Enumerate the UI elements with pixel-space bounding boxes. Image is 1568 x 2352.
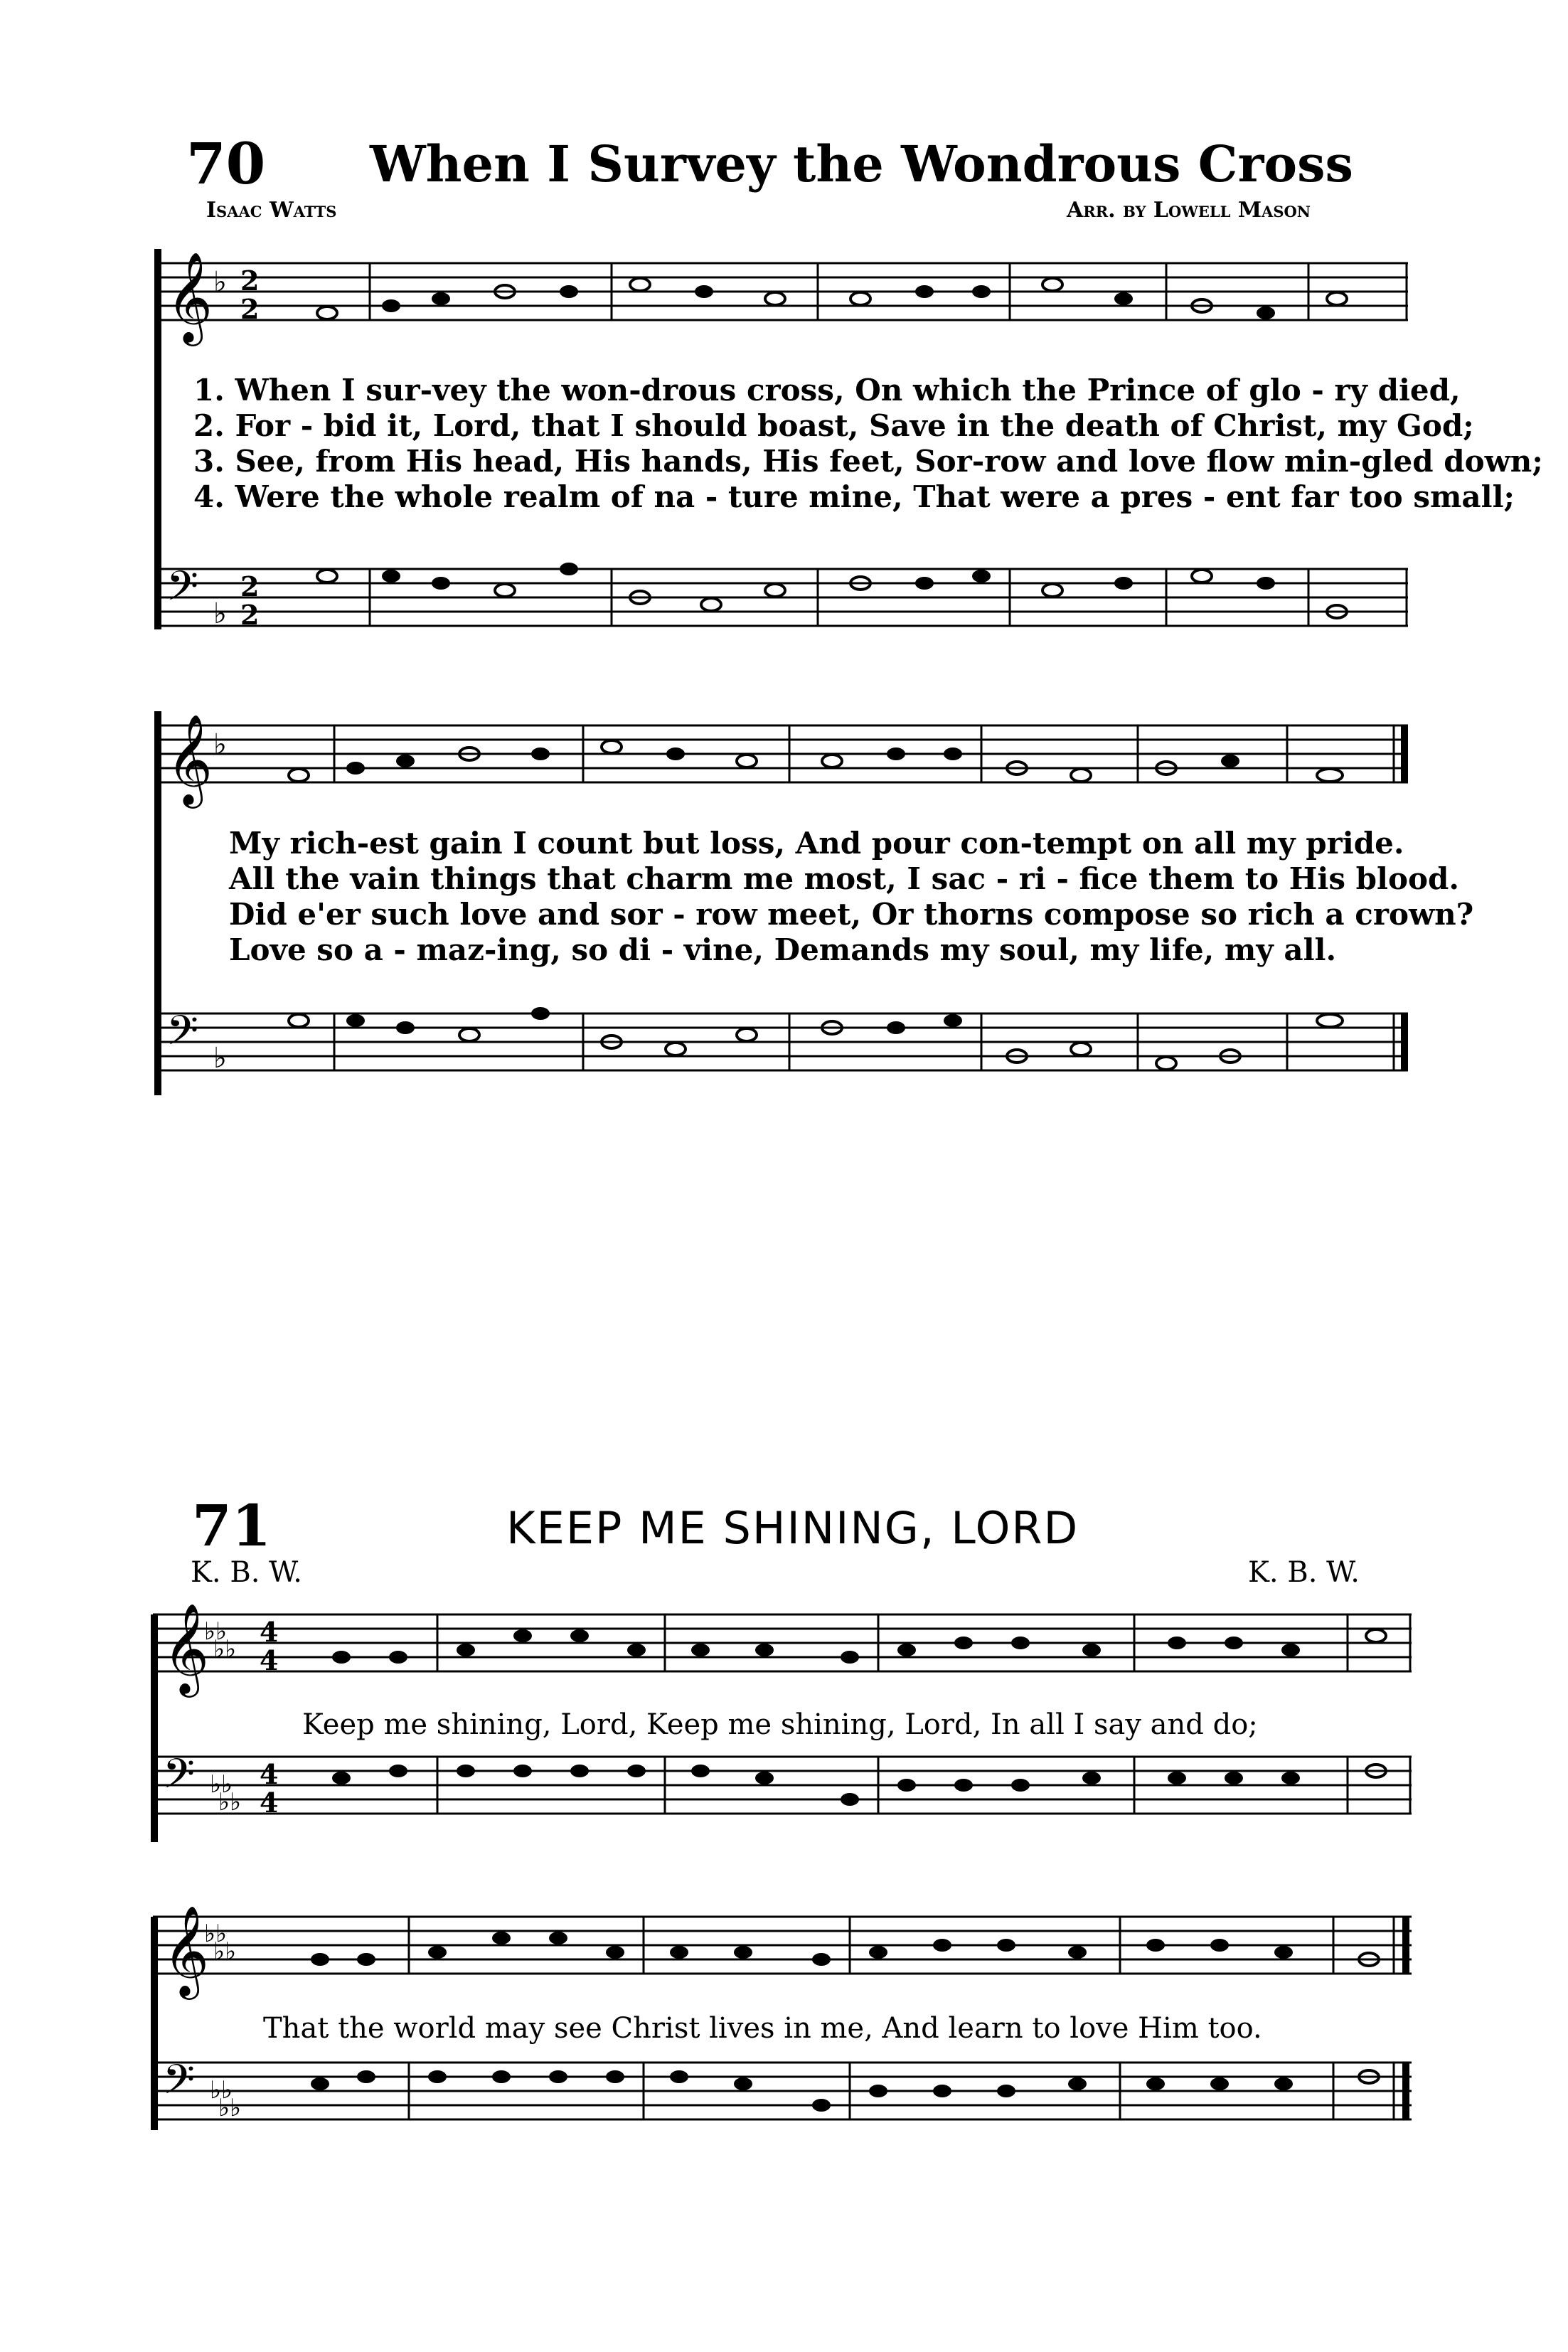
treble-staff-71-system-1 [153,1586,1412,1707]
svg-text:4: 4 [260,1758,279,1790]
svg-text:2: 2 [240,570,260,602]
bass-staff-71-system-2 [153,2034,1412,2155]
svg-text:♭♭: ♭♭ [213,1937,237,1966]
verse-1-line-2: My rich-est gain I count but loss, And pour con-tempt on all my pride. [229,826,1404,861]
verse-3-line-1: 3. See, from His head, His hands, His feet, Sor-row and love flow min-gled down; [193,444,1543,479]
verse-2-line-2: All the vain things that charm me most, I sac - ri - fice them to His blood. [229,861,1459,896]
svg-text:♭♭: ♭♭ [218,2094,242,2122]
verse-1-line-1: 1. When I sur-vey the won-drous cross, On which the Prince of glo - ry died, [193,373,1461,408]
svg-text:♭: ♭ [213,597,227,630]
svg-text:♭: ♭ [213,1042,227,1075]
treble-staff-system-1 [156,235,1408,363]
hymn-71-lyric-line-2: That the world may see Christ lives in me, And learn to love Him too. [263,2012,1262,2045]
composer-credit: K. B. W. [1248,1556,1360,1589]
hymn-title: KEEP ME SHINING, LORD [506,1502,1079,1554]
svg-text:𝄞: 𝄞 [163,1602,210,1693]
treble-notes-system-2 [289,740,1343,782]
bass-notes-system-1 [317,563,1347,618]
hymn-title: When I Survey the Wondrous Cross [370,134,1353,193]
svg-text:𝄞: 𝄞 [166,251,213,342]
hymn-number: 71 [192,1492,272,1559]
composer-credit: Arr. by Lowell Mason [1067,198,1311,223]
bass-staff-system-2 [156,985,1408,1099]
lyricist-credit: K. B. W. [191,1556,302,1589]
bass-notes-system-2 [289,1007,1343,1070]
svg-text:𝄢: 𝄢 [163,2055,196,2114]
bass-staff-system-1 [156,541,1408,654]
svg-text:𝄢: 𝄢 [166,562,199,620]
treble-notes-71-system-1 [332,1629,1386,1664]
svg-text:♭♭: ♭♭ [218,1788,242,1816]
svg-text:♭♭: ♭♭ [204,1920,228,1948]
svg-text:♭♭: ♭♭ [210,2076,233,2104]
svg-text:♭♭: ♭♭ [204,1617,228,1646]
lyricist-credit: Isaac Watts [206,198,337,223]
svg-text:𝄢: 𝄢 [166,1006,199,1065]
svg-text:𝄞: 𝄞 [166,713,213,804]
svg-text:2: 2 [240,293,260,325]
verse-3-line-2: Did e'er such love and sor - row meet, Or thorns compose so rich a crown? [229,897,1474,932]
hymn-number: 70 [186,130,266,197]
svg-text:♭: ♭ [213,266,227,299]
svg-text:♭♭: ♭♭ [210,1770,233,1799]
verse-4-line-1: 4. Were the whole realm of na - ture mine, That were a pres - ent far too small; [193,479,1515,514]
treble-staff-system-2 [156,697,1408,825]
bass-staff-71-system-1 [153,1728,1412,1849]
treble-notes-system-1 [317,278,1347,319]
svg-text:4: 4 [260,1616,279,1648]
svg-text:♭: ♭ [213,728,227,761]
svg-text:4: 4 [260,1644,279,1676]
svg-text:𝄞: 𝄞 [163,1905,210,1996]
treble-notes-71-system-2 [311,1932,1379,1966]
svg-text:𝄢: 𝄢 [163,1750,196,1808]
treble-staff-71-system-2 [153,1888,1412,2009]
verse-4-line-2: Love so a - maz-ing, so di - vine, Demands my soul, my life, my all. [229,932,1337,967]
svg-text:4: 4 [260,1787,279,1819]
hymn-71-lyric-line-1: Keep me shining, Lord, Keep me shining, Lord, In all I say and do; [302,1708,1258,1741]
svg-text:2: 2 [240,265,260,297]
verse-2-line-1: 2. For - bid it, Lord, that I should boast, Save in the death of Christ, my God; [193,408,1474,443]
svg-text:2: 2 [240,599,260,631]
svg-text:♭♭: ♭♭ [213,1635,237,1664]
